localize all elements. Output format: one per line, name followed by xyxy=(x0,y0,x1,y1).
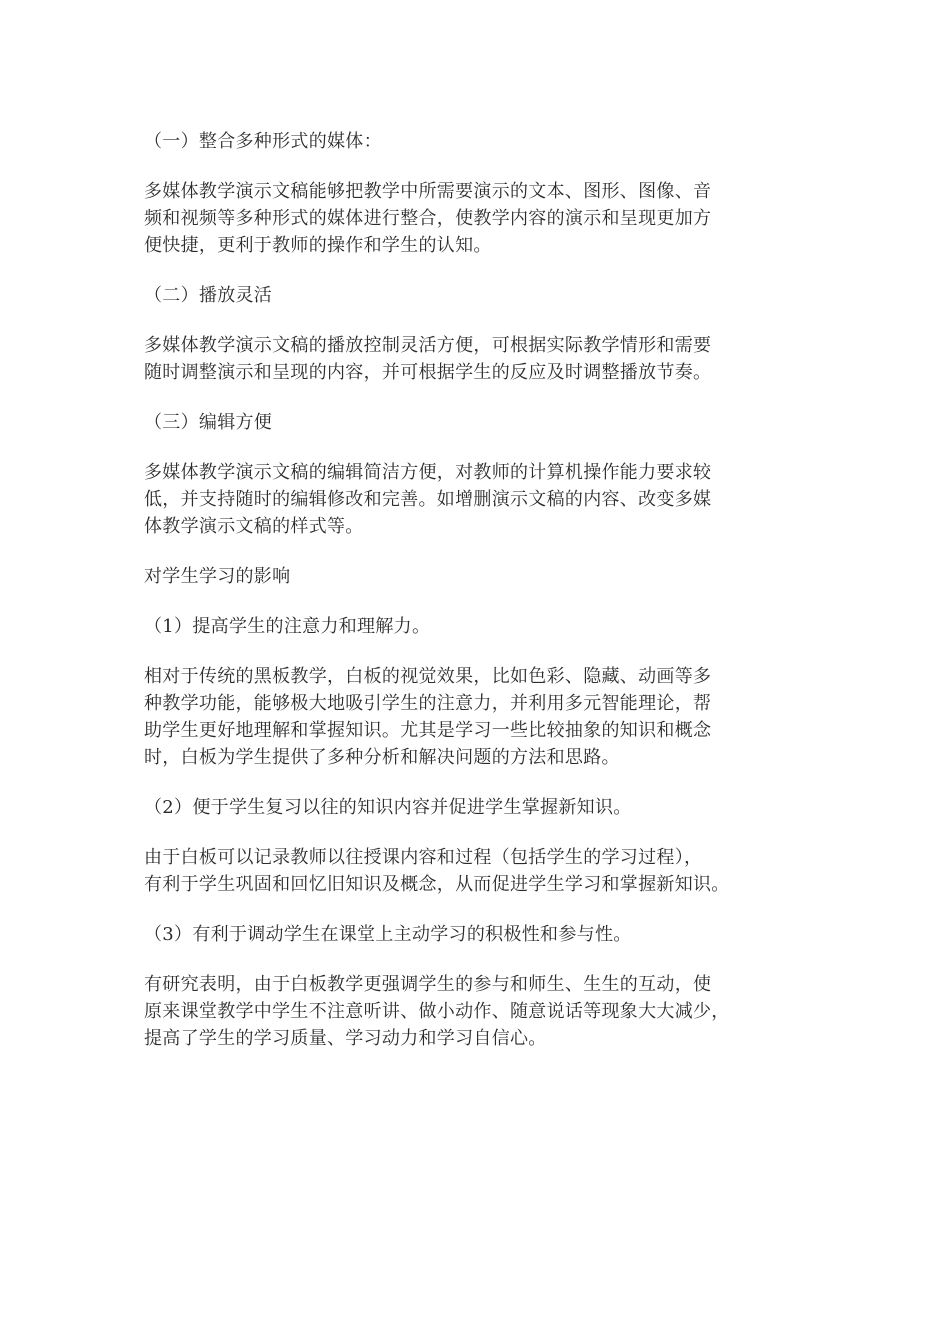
text-line: 频和视频等多种形式的媒体进行整合，使教学内容的演示和呈现更加方 xyxy=(144,208,712,229)
text-line: 时，白板为学生提供了多种分析和解决问题的方法和思路。 xyxy=(144,747,620,768)
text-line: 相对于传统的黑板教学，白板的视觉效果，比如色彩、隐藏、动画等多 xyxy=(144,666,712,687)
subheading-3 xyxy=(144,921,804,948)
paragraph-2 xyxy=(144,332,804,386)
text-line: （二）播放灵活 xyxy=(144,285,273,306)
subheading-1 xyxy=(144,613,804,640)
text-line: 有利于学生巩固和回忆旧知识及概念，从而促进学生学习和掌握新知识。 xyxy=(144,874,730,895)
text-line: （3）有利于调动学生在课堂上主动学习的积极性和参与性。 xyxy=(144,924,632,945)
text-line: 助学生更好地理解和掌握知识。尤其是学习一些比较抽象的知识和概念 xyxy=(144,720,712,741)
text-line: （三）编辑方便 xyxy=(144,412,273,433)
subheading-2 xyxy=(144,794,804,821)
text-line: 对学生学习的影响 xyxy=(144,566,291,587)
paragraph-5 xyxy=(144,844,804,898)
section-heading-impact xyxy=(144,563,804,590)
text-line: 有研究表明，由于白板教学更强调学生的参与和师生、生生的互动，使 xyxy=(144,974,712,995)
text-line: 随时调整演示和呈现的内容，并可根据学生的反应及时调整播放节奏。 xyxy=(144,362,712,383)
text-line: 种教学功能，能够极大地吸引学生的注意力，并利用多元智能理论，帮 xyxy=(144,693,712,714)
paragraph-4 xyxy=(144,663,804,771)
section-heading-3 xyxy=(144,409,804,436)
text-line: 多媒体教学演示文稿的播放控制灵活方便，可根据实际教学情形和需要 xyxy=(144,335,712,356)
text-line: 多媒体教学演示文稿能够把教学中所需要演示的文本、图形、图像、音 xyxy=(144,181,712,202)
text-line: （1）提高学生的注意力和理解力。 xyxy=(144,616,431,637)
text-line: 便快捷，更利于教师的操作和学生的认知。 xyxy=(144,235,492,256)
section-heading-1 xyxy=(144,128,804,155)
text-line: 低，并支持随时的编辑修改和完善。如增删演示文稿的内容、改变多媒 xyxy=(144,489,712,510)
text-line: （2）便于学生复习以往的知识内容并促进学生掌握新知识。 xyxy=(144,797,632,818)
text-line: 提高了学生的学习质量、学习动力和学习自信心。 xyxy=(144,1028,547,1049)
text-line: （一）整合多种形式的媒体： xyxy=(144,131,382,152)
text-line: 由于白板可以记录教师以往授课内容和过程（包括学生的学习过程）， xyxy=(144,847,703,868)
paragraph-1 xyxy=(144,178,804,259)
text-line: 多媒体教学演示文稿的编辑简洁方便，对教师的计算机操作能力要求较 xyxy=(144,462,712,483)
text-line: 原来课堂教学中学生不注意听讲、做小动作、随意说话等现象大大减少， xyxy=(144,1001,730,1022)
document-body xyxy=(144,128,804,1075)
paragraph-6 xyxy=(144,971,804,1052)
text-line: 体教学演示文稿的样式等。 xyxy=(144,516,364,537)
paragraph-3 xyxy=(144,459,804,540)
section-heading-2 xyxy=(144,282,804,309)
